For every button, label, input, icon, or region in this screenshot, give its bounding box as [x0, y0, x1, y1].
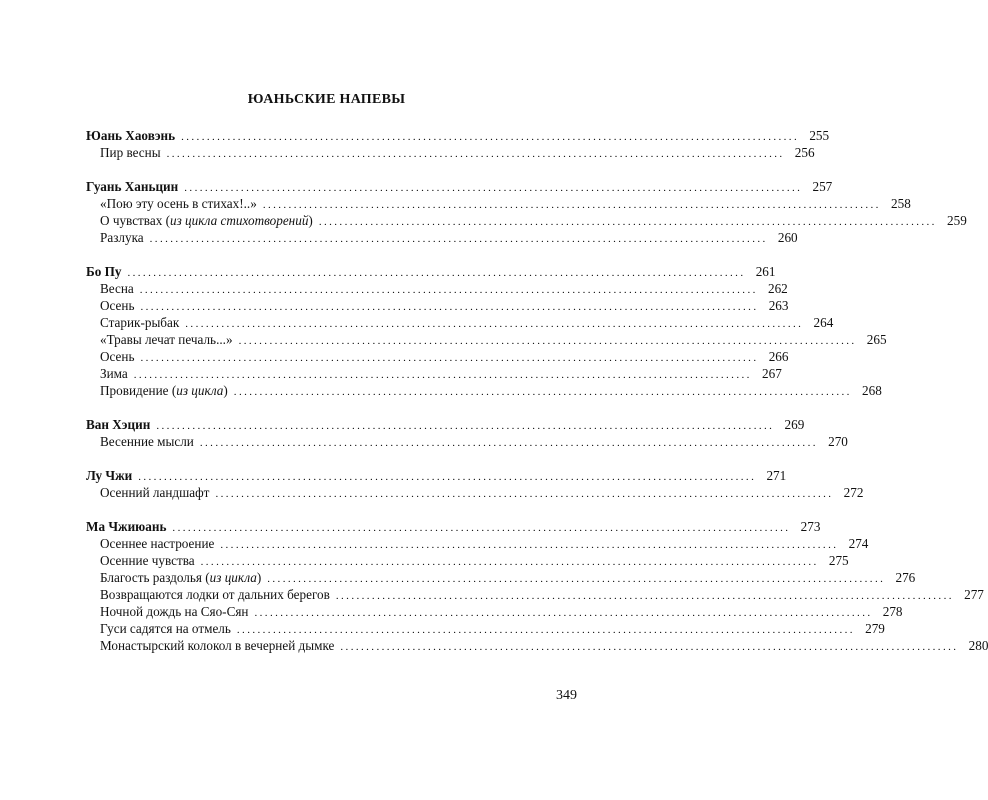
- dot-leader: ........................................................................................................................: [262, 199, 881, 211]
- page-ref: 280: [968, 638, 988, 653]
- dot-leader: ........................................................................................................................: [140, 352, 759, 364]
- page-ref: 269: [784, 417, 805, 432]
- toc-poem-entry[interactable]: [86, 603, 903, 620]
- dot-leader: ........................................................................................................................: [267, 573, 886, 585]
- page-ref: 256: [794, 145, 815, 160]
- dot-leader: ........................................................................................................................: [127, 267, 746, 279]
- page-ref: 278: [882, 604, 903, 619]
- poem-title-italic: из цикла: [176, 383, 224, 398]
- poem-title-text: Провидение (: [100, 383, 177, 398]
- toc-section: [86, 518, 988, 654]
- poem-title: [100, 569, 261, 586]
- page-ref: 267: [762, 366, 782, 381]
- page-number: 349: [556, 688, 577, 703]
- poem-title: «Пою эту осень в стихах!..»: [100, 196, 257, 211]
- dot-leader: ........................................................................................................................: [181, 131, 800, 143]
- toc-section: [86, 263, 887, 399]
- toc-poem-entry[interactable]: [86, 195, 911, 212]
- page-ref: 258: [891, 196, 911, 211]
- toc-poem-entry[interactable]: [86, 552, 849, 569]
- page-ref: 260: [777, 230, 798, 245]
- toc-section: [86, 467, 864, 501]
- toc-poem-entry[interactable]: [86, 212, 967, 229]
- toc-author-entry[interactable]: [86, 416, 805, 433]
- poem-title: Осеннее настроение: [100, 536, 215, 551]
- page-title: ЮАНЬСКИЕ НАПЕВЫ: [247, 92, 406, 107]
- dot-leader: ........................................................................................................................: [166, 148, 785, 160]
- author-name: Гуань Ханьцин: [86, 179, 179, 194]
- dot-leader: ........................................................................................................................: [133, 369, 752, 381]
- dot-leader: ........................................................................................................................: [184, 182, 803, 194]
- author-name: Ма Чжиюань: [86, 519, 167, 534]
- toc-poem-entry[interactable]: [86, 433, 848, 450]
- poem-title: Осень: [100, 298, 135, 313]
- page-ref: 255: [809, 128, 830, 143]
- toc-poem-entry[interactable]: [86, 331, 887, 348]
- poem-title: Монастырский колокол в вечерней дымке: [100, 638, 335, 653]
- poem-title: Возвращаются лодки от дальних берегов: [100, 587, 330, 602]
- poem-title: Зима: [100, 366, 128, 381]
- author-name: Ван Хэцин: [86, 417, 151, 432]
- dot-leader: ........................................................................................................................: [335, 590, 954, 602]
- dot-leader: ........................................................................................................................: [220, 539, 839, 551]
- toc-poem-entry[interactable]: [86, 365, 782, 382]
- poem-title-italic: из цикла: [209, 570, 257, 585]
- page-ref: 270: [828, 434, 848, 449]
- toc-poem-entry[interactable]: [86, 314, 834, 331]
- dot-leader: ........................................................................................................................: [156, 420, 775, 432]
- toc-author-entry[interactable]: [86, 467, 787, 484]
- poem-title-italic: из цикла стихотворений: [170, 213, 309, 228]
- toc-poem-entry[interactable]: [86, 637, 988, 654]
- author-name: Бо Пу: [86, 264, 122, 279]
- page-ref: 266: [768, 349, 789, 364]
- page-ref: 274: [848, 536, 869, 551]
- toc-poem-entry[interactable]: [86, 229, 798, 246]
- toc-poem-entry[interactable]: [86, 280, 788, 297]
- page-ref: 264: [813, 315, 834, 330]
- dot-leader: ........................................................................................................................: [238, 335, 857, 347]
- page-ref: 275: [828, 553, 849, 568]
- toc-poem-entry[interactable]: [86, 586, 984, 603]
- dot-leader: ........................................................................................................................: [199, 437, 818, 449]
- poem-title: Пир весны: [100, 145, 161, 160]
- dot-leader: ........................................................................................................................: [254, 607, 873, 619]
- toc-poem-entry[interactable]: [86, 297, 789, 314]
- poem-title: «Травы лечат печаль...»: [100, 332, 233, 347]
- toc-poem-entry[interactable]: [86, 382, 882, 399]
- page-ref: 262: [767, 281, 788, 296]
- poem-title: Осенние чувства: [100, 553, 195, 568]
- dot-leader: ........................................................................................................................: [149, 233, 768, 245]
- page-ref: 268: [862, 383, 882, 398]
- poem-title-suffix: ): [308, 213, 313, 228]
- toc-section: [86, 416, 848, 450]
- page-ref: 272: [843, 485, 864, 500]
- poem-title-suffix: ): [256, 570, 262, 585]
- page-ref: 257: [812, 179, 833, 194]
- poem-title-text: О чувствах (: [100, 213, 171, 228]
- page-ref: 276: [895, 570, 916, 585]
- dot-leader: ........................................................................................................................: [236, 624, 855, 636]
- dot-leader: ........................................................................................................................: [340, 641, 959, 653]
- page-ref: 259: [947, 213, 967, 228]
- toc-poem-entry[interactable]: [86, 535, 869, 552]
- dot-leader: ........................................................................................................................: [139, 284, 758, 296]
- toc-author-entry[interactable]: [86, 263, 776, 280]
- poem-title: Осенний ландшафт: [100, 485, 210, 500]
- dot-leader: ........................................................................................................................: [140, 301, 759, 313]
- toc-section: [86, 127, 830, 161]
- page-ref: 261: [755, 264, 776, 279]
- page-ref: 271: [766, 468, 787, 483]
- poem-title: Старик-рыбак: [100, 315, 180, 330]
- poem-title: Весенние мысли: [100, 434, 194, 449]
- dot-leader: ........................................................................................................................: [185, 318, 804, 330]
- toc-poem-entry[interactable]: [86, 484, 864, 501]
- page-ref: 277: [964, 587, 984, 602]
- poem-title: Осень: [100, 349, 135, 364]
- poem-title-text: Благость раздолья (: [100, 570, 210, 585]
- toc-author-entry[interactable]: [86, 127, 830, 144]
- toc-poem-entry[interactable]: [86, 348, 789, 365]
- dot-leader: ........................................................................................................................: [172, 522, 791, 534]
- poem-title: Гуси садятся на отмель: [100, 621, 231, 636]
- toc-poem-entry[interactable]: [86, 569, 916, 586]
- dot-leader: ........................................................................................................................: [200, 556, 819, 568]
- dot-leader: ........................................................................................................................: [215, 488, 834, 500]
- toc-poem-entry[interactable]: [86, 620, 885, 637]
- page-ref: 273: [800, 519, 821, 534]
- author-name: Лу Чжи: [86, 468, 133, 483]
- page-ref: 265: [866, 332, 887, 347]
- poem-title: Разлука: [100, 230, 144, 245]
- dot-leader: ........................................................................................................................: [138, 471, 757, 483]
- poem-title: [100, 382, 228, 399]
- author-name: Юань Хаовэнь: [86, 128, 176, 143]
- toc-author-entry[interactable]: [86, 518, 821, 535]
- dot-leader: ........................................................................................................................: [318, 216, 937, 228]
- table-of-contents: [86, 127, 988, 671]
- poem-title: [100, 212, 313, 229]
- toc-poem-entry[interactable]: [86, 144, 815, 161]
- poem-title-suffix: ): [223, 383, 228, 398]
- dot-leader: ........................................................................................................................: [233, 386, 852, 398]
- page-ref: 263: [768, 298, 789, 313]
- toc-section: [86, 178, 967, 246]
- poem-title: Ночной дождь на Сяо-Сян: [100, 604, 249, 619]
- toc-author-entry[interactable]: [86, 178, 833, 195]
- poem-title: Весна: [100, 281, 134, 296]
- page-ref: 279: [865, 621, 885, 636]
